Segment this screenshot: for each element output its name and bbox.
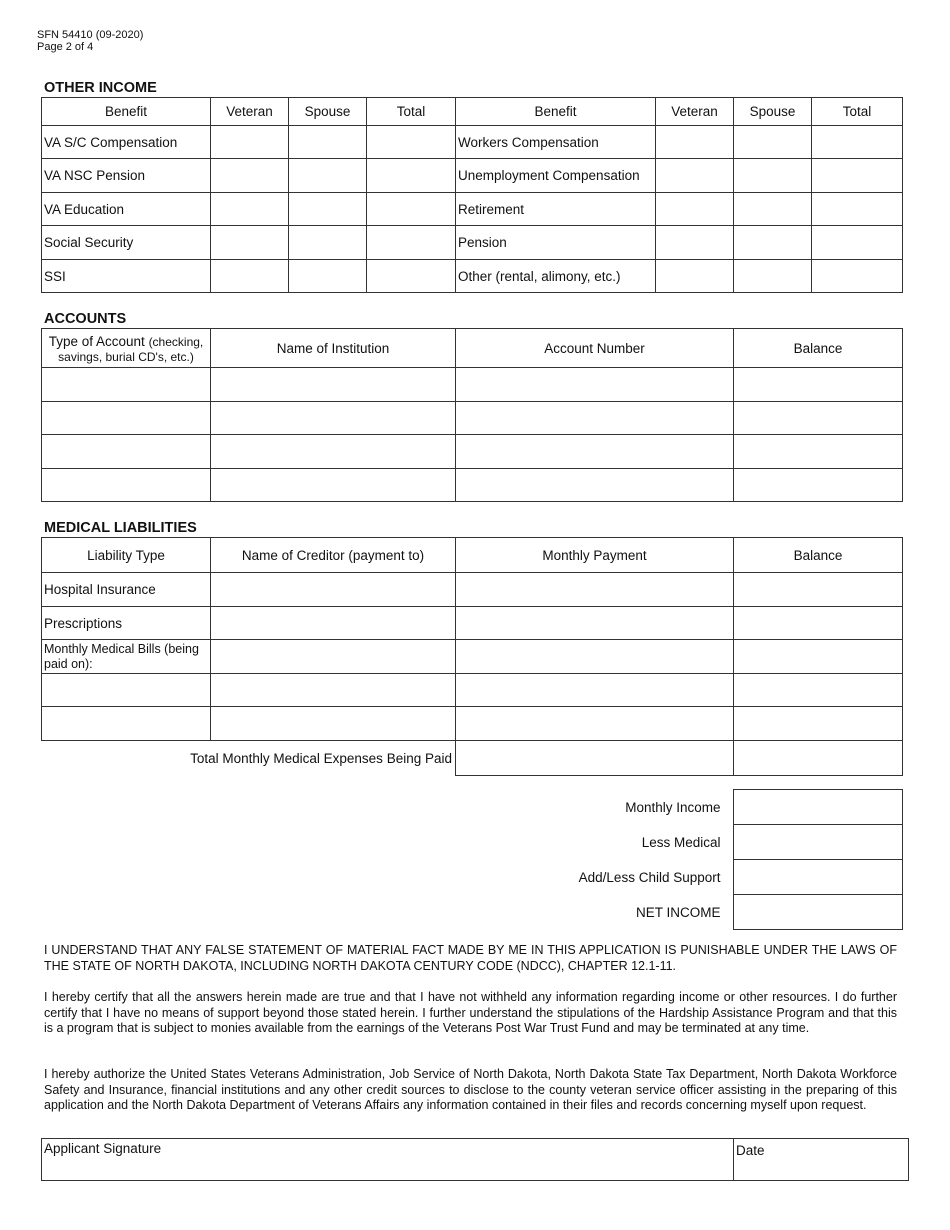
institution-field[interactable] [211,402,456,435]
account-type-field[interactable] [42,368,211,402]
authorization-paragraph: I hereby authorize the United States Veterans Administration, Job Service of North Dakota, North Dakota State Tax Department, North Dakota Workforce Safety and Insurance, financial institutions and any other credit sources to disclose to the county veteran service officer assisting in the preparing of this application and the North Dakota Department of Veterans Affairs any information contained in their files and records concerning myself upon request. [44,1067,897,1112]
benefit-label: Retirement [456,193,656,226]
spouse-field[interactable] [289,226,367,260]
table-row [42,260,903,293]
creditor-field[interactable] [211,640,456,674]
liability-label: Monthly Medical Bills (being paid on): [42,640,211,674]
table-row [42,674,903,707]
account-type-sub: (checking, savings, burial CD's, etc.) [58,335,204,364]
col-benefit-2: Benefit [456,98,656,126]
accounts-title: ACCOUNTS [44,311,127,327]
form-header [37,29,143,53]
col-benefit: Benefit [42,98,211,126]
summary-row [41,790,902,825]
net-income-field[interactable] [733,895,902,930]
col-account-type [42,329,211,368]
accounts-table [41,328,903,502]
total-row [42,741,903,776]
table-row [42,193,903,226]
veteran-field[interactable] [656,159,734,193]
less-medical-label: Less Medical [641,834,721,850]
total-medical-label: Total Monthly Medical Expenses Being Paid [42,741,456,776]
table-row [42,607,903,640]
veteran-field[interactable] [656,193,734,226]
veteran-field[interactable] [211,126,289,159]
total-field[interactable] [367,193,456,226]
medical-liabilities-title: MEDICAL LIABILITIES [44,520,197,536]
balance-field[interactable] [734,402,903,435]
table-row [42,368,903,402]
creditor-field[interactable] [211,674,456,707]
liability-label: Hospital Insurance [42,573,211,607]
other-income-header-row [42,98,903,126]
spouse-field[interactable] [734,260,812,293]
form-number: SFN 54410 (09-2020) [37,29,144,41]
total-field[interactable] [367,126,456,159]
col-spouse-2: Spouse [734,98,812,126]
account-type-main: Type of Account [48,334,145,349]
monthly-payment-field[interactable] [456,707,734,741]
monthly-payment-field[interactable] [456,573,734,607]
col-balance: Balance [734,329,903,368]
balance-field[interactable] [734,368,903,402]
account-number-field[interactable] [456,368,734,402]
spouse-field[interactable] [289,159,367,193]
monthly-payment-field[interactable] [456,674,734,707]
date-label: Date [736,1143,765,1158]
applicant-signature-label: Applicant Signature [44,1141,162,1156]
liability-type-field[interactable] [42,707,211,741]
spouse-field[interactable] [289,193,367,226]
summary-row [41,860,902,895]
creditor-field[interactable] [211,707,456,741]
total-field[interactable] [367,159,456,193]
signature-table [41,1138,909,1181]
benefit-label: VA NSC Pension [42,159,211,193]
balance-field[interactable] [734,640,903,674]
table-row [42,573,903,607]
signature-row [42,1139,909,1181]
total-monthly-payment-field[interactable] [456,741,734,776]
table-row [42,126,903,159]
veteran-field[interactable] [656,260,734,293]
liability-label: Prescriptions [42,607,211,640]
benefit-label: VA Education [42,193,211,226]
date-field[interactable] [734,1139,909,1181]
institution-field[interactable] [211,435,456,469]
balance-field[interactable] [734,674,903,707]
false-statement-warning: I UNDERSTAND THAT ANY FALSE STATEMENT OF MATERIAL FACT MADE BY ME IN THIS APPLICATION IS PUNISHABLE UNDER THE LAWS OF THE STATE OF NORTH DAKOTA, INCLUDING NORTH DAKOTA CENTURY CODE (NDCC), CHAPTER 12.1-11. [44,943,897,973]
creditor-field[interactable] [211,607,456,640]
balance-field[interactable] [734,707,903,741]
spouse-field[interactable] [734,226,812,260]
col-balance: Balance [734,538,903,573]
veteran-field[interactable] [211,193,289,226]
account-number-field[interactable] [456,402,734,435]
table-row [42,435,903,469]
spouse-field[interactable] [289,126,367,159]
table-row [42,159,903,193]
col-veteran: Veteran [211,98,289,126]
total-field[interactable] [812,126,903,159]
child-support-field[interactable] [733,860,902,895]
balance-field[interactable] [734,607,903,640]
benefit-label: SSI [42,260,211,293]
institution-field[interactable] [211,368,456,402]
creditor-field[interactable] [211,573,456,607]
benefit-label: Social Security [42,226,211,260]
net-income-label: NET INCOME [635,904,721,920]
benefit-label: Unemployment Compensation [456,159,656,193]
col-creditor: Name of Creditor (payment to) [211,538,456,573]
total-field[interactable] [367,260,456,293]
benefit-label: VA S/C Compensation [42,126,211,159]
balance-field[interactable] [734,469,903,502]
certification-paragraph: I hereby certify that all the answers herein made are true and that I have not withheld any information regarding income or other resources. I do further certify that I have no means of support beyond those stated herein. I further understand the stipulations of the Hardship Assistance Program and that this is a program that is subject to monies available from the earnings of the Veterans Post War Trust Fund and may be terminated at any time. [44,990,897,1035]
benefit-label: Workers Compensation [456,126,656,159]
col-spouse: Spouse [289,98,367,126]
account-type-field[interactable] [42,469,211,502]
table-row [42,226,903,260]
col-account-number: Account Number [456,329,734,368]
balance-field[interactable] [734,573,903,607]
table-row [42,707,903,741]
institution-field[interactable] [211,469,456,502]
total-field[interactable] [367,226,456,260]
summary-row [41,895,902,930]
applicant-signature-field[interactable] [42,1139,734,1181]
income-summary-table [41,789,903,930]
spouse-field[interactable] [734,193,812,226]
veteran-field[interactable] [656,126,734,159]
summary-row [41,825,902,860]
veteran-field[interactable] [211,159,289,193]
monthly-income-field[interactable] [733,790,902,825]
benefit-label: Pension [456,226,656,260]
total-field[interactable] [812,193,903,226]
account-number-field[interactable] [456,435,734,469]
monthly-payment-field[interactable] [456,640,734,674]
total-balance-field[interactable] [734,741,903,776]
account-number-field[interactable] [456,469,734,502]
table-row [42,402,903,435]
table-row [42,469,903,502]
col-monthly-payment: Monthly Payment [456,538,734,573]
veteran-field[interactable] [656,226,734,260]
medical-header-row [42,538,903,573]
other-income-title: OTHER INCOME [44,80,157,96]
total-field[interactable] [812,159,903,193]
veteran-field[interactable] [211,260,289,293]
col-total-2: Total [812,98,903,126]
account-type-field[interactable] [42,435,211,469]
page-number: Page 2 of 4 [37,41,94,53]
child-support-label: Add/Less Child Support [578,869,721,885]
col-veteran-2: Veteran [656,98,734,126]
spouse-field[interactable] [289,260,367,293]
total-field[interactable] [812,226,903,260]
balance-field[interactable] [734,435,903,469]
benefit-label: Other (rental, alimony, etc.) [456,260,656,293]
col-institution: Name of Institution [211,329,456,368]
medical-liabilities-table [41,537,903,776]
spouse-field[interactable] [734,126,812,159]
monthly-income-label: Monthly Income [625,799,721,815]
monthly-payment-field[interactable] [456,607,734,640]
other-income-table [41,97,903,293]
spouse-field[interactable] [734,159,812,193]
accounts-header-row [42,329,903,368]
less-medical-field[interactable] [733,825,902,860]
col-liability-type: Liability Type [42,538,211,573]
account-type-field[interactable] [42,402,211,435]
table-row [42,640,903,674]
total-field[interactable] [812,260,903,293]
col-total: Total [367,98,456,126]
veteran-field[interactable] [211,226,289,260]
liability-type-field[interactable] [42,674,211,707]
